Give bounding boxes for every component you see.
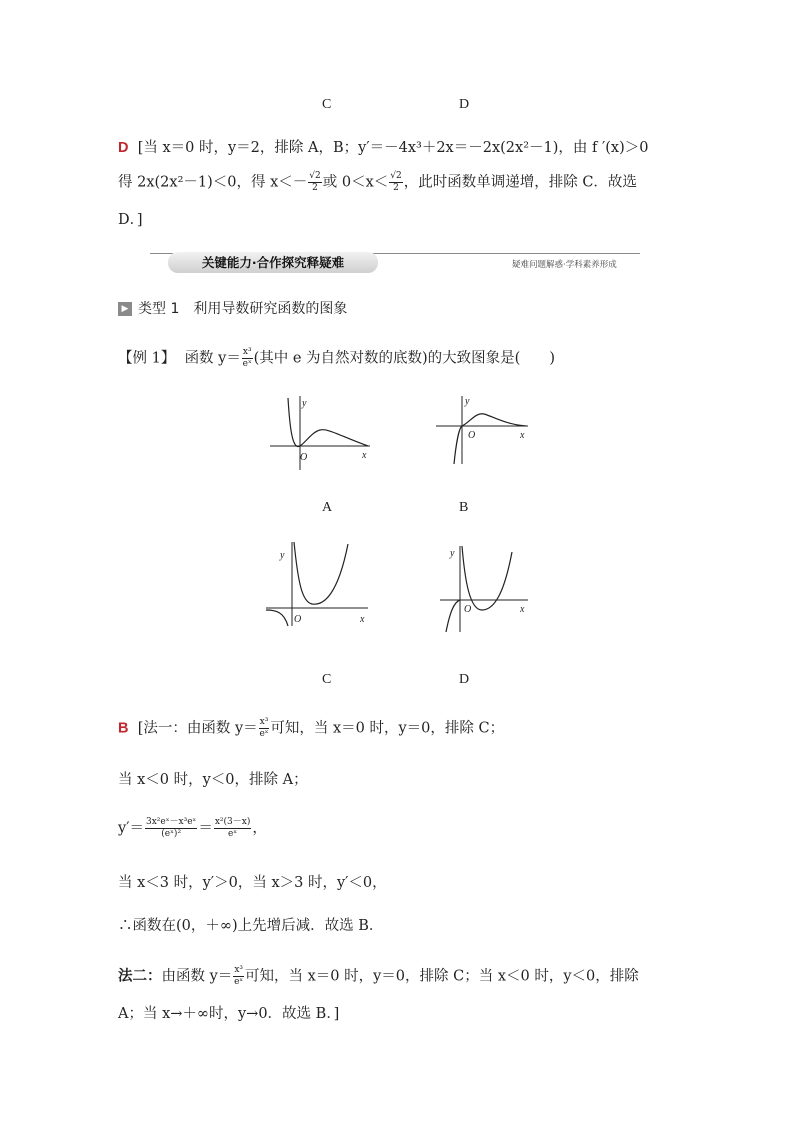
origin-label: O	[464, 604, 472, 615]
axis-x-label: x	[360, 614, 365, 625]
origin-label: O	[468, 430, 476, 441]
answer1-line2: 得 2x(2x²－1)＜0，得 x＜－ $\frac{√2}{2}$ 或 0＜x＜ $\frac{√2}{2}$ ，此时函数单调递增，排除 C．故选	[118, 171, 637, 193]
answer1-line1: D [当 x＝0 时，y＝2，排除 A，B；y′＝－4x³＋2x＝－2x(2x²－1)，由 f ′(x)＞0	[118, 140, 649, 156]
solution-fraction: $\frac{\text{x³}}{\text{eˣ}}$	[234, 965, 244, 987]
axis-x-label: x	[520, 430, 525, 441]
graph-b	[432, 392, 532, 467]
axis-x-label: x	[362, 450, 367, 461]
derivative-line: y′＝ $\frac{\text{3x²eˣ－x³eˣ}}{\text{(eˣ)²}}$ ＝ $\frac{\text{x²(3－x)}}{\text{eˣ}}$ ，	[118, 817, 267, 839]
example-tag: 【例 1】	[118, 350, 176, 367]
type-heading: ▶ 类型 1 利用导数研究函数的图象	[118, 298, 347, 318]
option-label-d: D	[459, 97, 470, 112]
method2-label: 法二：	[118, 967, 162, 985]
axis-x-label: x	[520, 604, 525, 615]
solution-line6: 法二：由函数 y＝ $\frac{\text{x³}}{\text{eˣ}}$ 可知，当 x＝0 时，y＝0，排除 C；当 x＜0 时，y＜0，排除	[118, 965, 639, 987]
example-line: 【例 1】 函数 y＝ $\frac{\text{x³}}{\text{eˣ}}$ (其中 e 为自然对数的底数)的大致图象是( )	[118, 347, 555, 369]
solution-line2: 当 x＜0 时，y＜0，排除 A；	[118, 772, 308, 788]
solution-line7: A；当 x→＋∞时，y→0．故选 B．]	[118, 1006, 340, 1022]
graph-label-a: A	[322, 500, 333, 515]
axis-y-label: y	[280, 550, 285, 561]
answer1-letter: D	[118, 140, 129, 156]
example-fraction: $\frac{\text{x³}}{\text{eˣ}}$	[242, 347, 252, 369]
solution-fraction: $\frac{\text{x³}}{\text{eˣ}}$	[259, 717, 269, 739]
sqrt2-fraction: $\frac{√2}{2}$	[390, 171, 402, 193]
solution-line5: ∴函数在(0，＋∞)上先增后减．故选 B．	[118, 918, 384, 934]
graph-d	[432, 542, 532, 634]
graph-label-c: C	[322, 672, 332, 687]
derivative-fraction-1: $\frac{\text{3x²eˣ－x³eˣ}}{\text{(eˣ)²}}$	[145, 817, 197, 839]
banner-subtitle: 疑难问题解惑·学科素养形成	[512, 260, 617, 270]
graph-c	[262, 538, 372, 628]
option-label-c: C	[322, 97, 332, 112]
solution-letter: B	[118, 720, 129, 737]
graph-label-b: B	[459, 500, 469, 515]
graph-a	[262, 392, 374, 472]
solution-line1: B [法一：由函数 y＝ $\frac{\text{x³}}{\text{eˣ}}$ 可知，当 x＝0 时，y＝0，排除 C；	[118, 717, 505, 739]
origin-label: O	[300, 452, 308, 463]
origin-label: O	[294, 614, 302, 625]
axis-y-label: y	[465, 396, 470, 407]
axis-y-label: y	[302, 398, 307, 409]
axis-y-label: y	[450, 548, 455, 559]
graph-label-d: D	[459, 672, 470, 687]
solution-line4: 当 x＜3 时，y′＞0，当 x＞3 时，y′＜0，	[118, 875, 387, 891]
section-banner: 关键能力·合作探究释疑难	[168, 252, 378, 273]
sqrt2-fraction: $\frac{√2}{2}$	[309, 171, 321, 193]
answer1-line3: D．]	[118, 212, 143, 228]
derivative-fraction-2: $\frac{\text{x²(3－x)}}{\text{eˣ}}$	[214, 817, 251, 839]
play-triangle-icon: ▶	[118, 302, 132, 316]
